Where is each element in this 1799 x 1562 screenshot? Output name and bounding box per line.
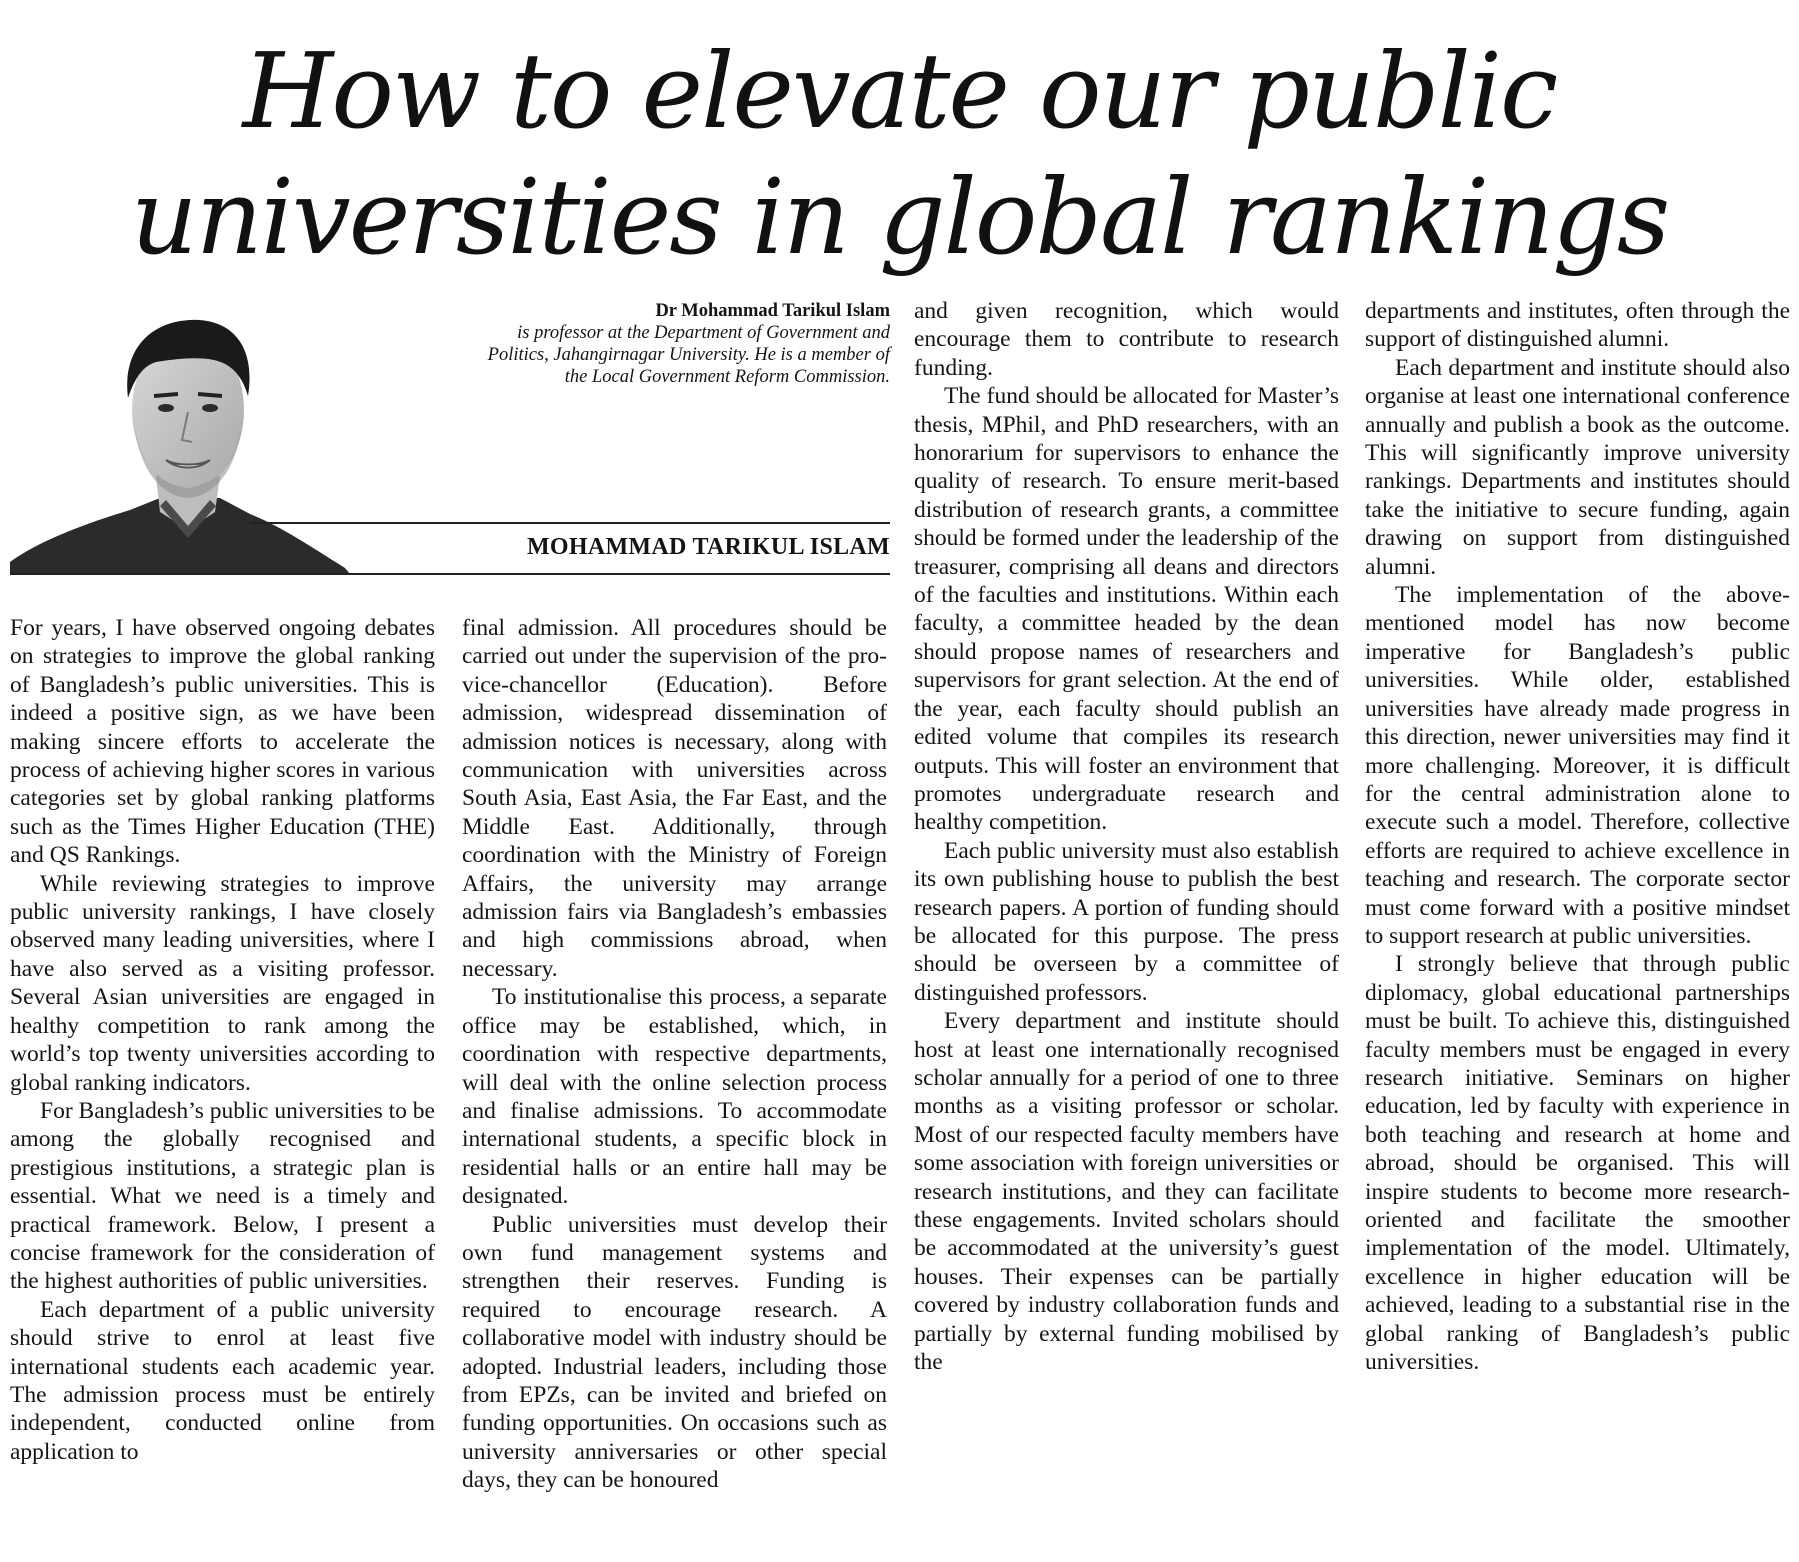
bio-text-line-2: Politics, Jahangirnagar University. He is a member of (487, 345, 890, 365)
headline (0, 28, 1799, 280)
paragraph: Each public university must also establish its own publishing house to publish the best research papers. A portion of funding should be allocated for this purpose. The press should be overseen by a committee of distinguished professors. (914, 837, 1339, 1006)
headline-line-1: How to elevate our public (242, 30, 1557, 152)
paragraph: The fund should be allocated for Master’s thesis, MPhil, and PhD researchers, with an honorarium for supervisors to enhance the quality of research. To ensure merit-based distribution of research grants, a committee should be formed under the leadership of the treasurer, comprising all deans and directors of the faculties and institutions. Within each faculty, a committee headed by the dean should propose names of researchers and supervisors for grant selection. At the end of the year, each faculty should publish an edited volume that compiles its research outputs. This will foster an environment that promotes undergraduate research and healthy competition. (914, 383, 1339, 836)
paragraph: departments and institutes, often through the support of distinguished alumni. (1365, 298, 1790, 353)
paragraph: The implementation of the above-mentioned model has now become imperative for Bangladesh’s public universities. While older, established universities have already made progress in this direction, newer universities may find it more challenging. Moreover, it is difficult for the central administration alone to execute such a model. Therefore, collective efforts are required to achieve excellence in teaching and research. The corporate sector must come forward with a positive mindset to support research at public universities. (1365, 582, 1790, 949)
paragraph: For Bangladesh’s public universities to be among the globally recognised and prestigious institutions, a strategic plan is essential. What we need is a timely and practical framework. Below, I present a concise framework for the consideration of the highest authorities of public universities. (10, 1097, 435, 1295)
paragraph: Every department and institute should host at least one internationally recognised scholar annually for a period of one to three months as a visiting professor or scholar. Most of our respected faculty members have some association with foreign universities or research institutions, and they can facilitate these engagements. Invited scholars should be accommodated at the university’s guest houses. Their expenses can be partially covered by industry collaboration funds and partially by external funding mobilised by the (914, 1008, 1339, 1376)
paragraph: Each department of a public university should strive to enrol at least five international students each academic year. The admission process must be entirely independent, conducted online from application to (10, 1296, 435, 1465)
byline-divider (250, 522, 890, 524)
author-block (10, 300, 890, 574)
author-bio (330, 300, 890, 388)
paragraph: and given recognition, which would encourage them to contribute to research funding. (914, 298, 1339, 381)
article-column-1 (10, 614, 435, 1558)
author-block-divider (10, 573, 890, 575)
paragraph: I strongly believe that through public diplomacy, global educational partnerships must be built. To achieve this, distinguished faculty members must be engaged in every research initiative. Seminars on higher education, led by faculty with experience in both teaching and research at home and abroad, should be organised. This will inspire students to become more research-oriented and facilitate the smoother implementation of the model. Ultimately, excellence in higher education will be achieved, leading to a substantial rise in the global ranking of Bangladesh’s public universities. (1365, 951, 1790, 1376)
article-column-4 (1365, 297, 1790, 1558)
article-column-2 (462, 614, 887, 1558)
author-portrait (10, 300, 350, 574)
paragraph: final admission. All procedures should be carried out under the supervision of the pro-vice-chancellor (Education). Before admission, widespread dissemination of admission notices is necessary, along with communication with universities across South Asia, East Asia, the Far East, and the Middle East. Additionally, through coordination with the Ministry of Foreign Affairs, the university may arrange admission fairs via Bangladesh’s embassies and high commissions abroad, when necessary. (462, 615, 887, 982)
paragraph: Public universities must develop their own fund management systems and strengthen their reserves. Funding is required to encourage research. A collaborative model with industry should be adopted. Industrial leaders, including those from EPZs, can be invited and briefed on funding opportunities. On occasions such as university anniversaries or other special days, they can be honoured (462, 1211, 887, 1494)
bio-name: Dr Mohammad Tarikul Islam (655, 301, 890, 321)
byline: MOHAMMAD TARIKUL ISLAM (526, 534, 890, 560)
article-column-3 (914, 297, 1339, 1558)
bio-text-line-3: the Local Government Reform Commission. (564, 367, 890, 387)
bio-text-line-1: is professor at the Department of Government and (517, 323, 890, 343)
paragraph: To institutionalise this process, a separate office may be established, which, in coordination with respective departments, will deal with the online selection process and finalise admissions. To accommodate international students, a specific block in residential halls or an entire hall may be designated. (462, 984, 887, 1210)
paragraph: While reviewing strategies to improve public university rankings, I have closely observed many leading universities, where I have also served as a visiting professor. Several Asian universities are engaged in healthy competition to rank among the world’s top twenty universities according to global ranking indicators. (10, 870, 435, 1096)
paragraph: Each department and institute should also organise at least one international conference annually and publish a book as the outcome. This will significantly improve university rankings. Departments and institutes should take the initiative to secure funding, again drawing on support from distinguished alumni. (1365, 354, 1790, 580)
paragraph: For years, I have observed ongoing debates on strategies to improve the global ranking of Bangladesh’s public universities. This is indeed a positive sign, as we have been making sincere efforts to accelerate the process of achieving higher scores in various categories set by global ranking platforms such as the Times Higher Education (THE) and QS Rankings. (10, 615, 435, 869)
headline-line-2: universities in global rankings (130, 156, 1669, 278)
